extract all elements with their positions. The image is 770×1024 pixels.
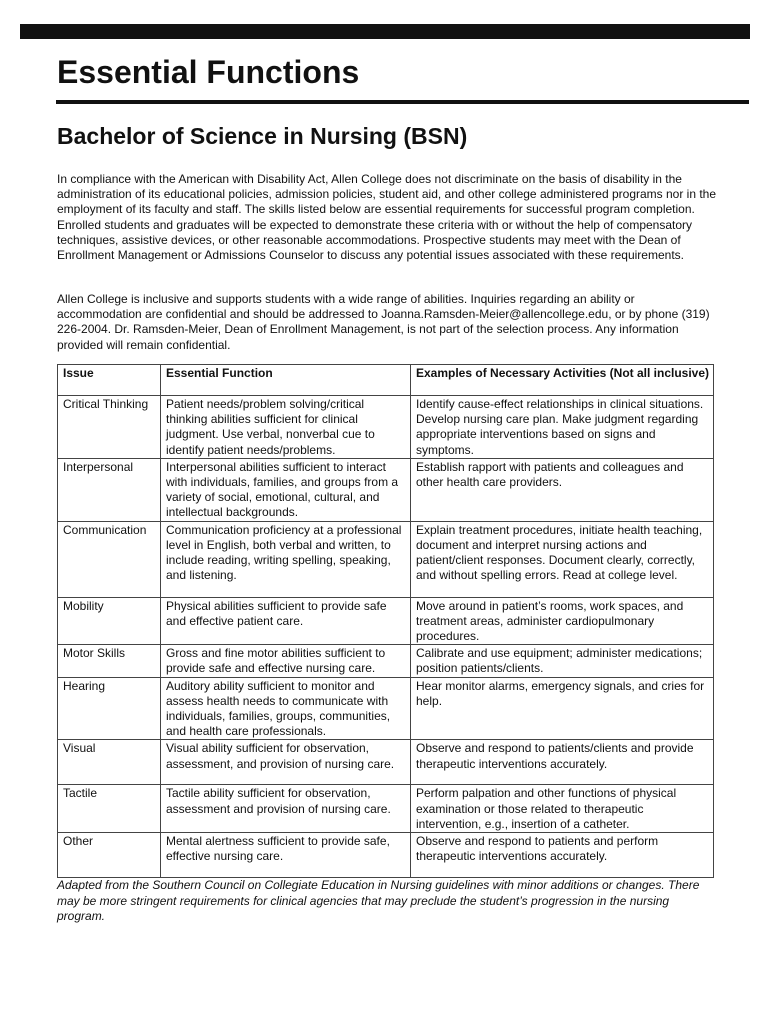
function-cell: Tactile ability sufficient for observation, assessment and provision of nursing care.	[161, 785, 411, 833]
header-examples: Examples of Necessary Activities (Not all inclusive)	[411, 365, 714, 396]
function-cell: Communication proficiency at a professional level in English, both verbal and written, to include reading, writing spelling, speaking, and listening.	[161, 521, 411, 597]
examples-cell: Observe and respond to patients/clients and provide therapeutic interventions accurately.	[411, 740, 714, 785]
essential-functions-table	[57, 364, 714, 878]
examples-cell: Calibrate and use equipment; administer medications; position patients/clients.	[411, 645, 714, 677]
function-cell: Mental alertness sufficient to provide safe, effective nursing care.	[161, 833, 411, 878]
title-divider	[56, 100, 749, 104]
function-cell: Visual ability sufficient for observation, assessment, and provision of nursing care.	[161, 740, 411, 785]
inclusion-paragraph: Allen College is inclusive and supports students with a wide range of abilities. Inquiries regarding an ability or accommodation are confidential and should be addressed to Joanna.Ramsden-Meier@allencollege.edu, or by phone (319) 226-2004. Dr. Ramsden-Meier, Dean of Enrollment Management, is not part of the selection process. Any information provided will remain confidential.	[57, 292, 710, 352]
program-subtitle: Bachelor of Science in Nursing (BSN)	[57, 123, 468, 149]
issue-cell: Visual	[58, 740, 161, 785]
table-row	[58, 645, 714, 677]
table-header-row	[58, 365, 714, 396]
table-row	[58, 833, 714, 878]
table-row	[58, 597, 714, 645]
header-issue: Issue	[58, 365, 161, 396]
issue-cell: Hearing	[58, 677, 161, 740]
issue-cell: Communication	[58, 521, 161, 597]
table-row	[58, 740, 714, 785]
issue-cell: Tactile	[58, 785, 161, 833]
function-cell: Physical abilities sufficient to provide safe and effective patient care.	[161, 597, 411, 645]
table-row	[58, 785, 714, 833]
issue-cell: Mobility	[58, 597, 161, 645]
table-row	[58, 677, 714, 740]
table-row	[58, 458, 714, 521]
issue-cell: Interpersonal	[58, 458, 161, 521]
table-row	[58, 396, 714, 459]
function-cell: Auditory ability sufficient to monitor and assess health needs to communicate with individuals, families, groups, communities, and health care professionals.	[161, 677, 411, 740]
issue-cell: Critical Thinking	[58, 396, 161, 459]
table-row	[58, 521, 714, 597]
examples-cell: Establish rapport with patients and colleagues and other health care providers.	[411, 458, 714, 521]
examples-cell: Explain treatment procedures, initiate health teaching, document and interpret nursing actions and patient/client responses. Document clearly, correctly, and without spelling errors. Read at college level.	[411, 521, 714, 597]
examples-cell: Observe and respond to patients and perform therapeutic interventions accurately.	[411, 833, 714, 878]
examples-cell: Identify cause-effect relationships in clinical situations. Develop nursing care plan. Make judgment regarding appropriate interventions based on signs and symptoms.	[411, 396, 714, 459]
issue-cell: Motor Skills	[58, 645, 161, 677]
header-essential-function: Essential Function	[161, 365, 411, 396]
page-title: Essential Functions	[57, 54, 360, 90]
compliance-paragraph: In compliance with the American with Disability Act, Allen College does not discriminate on the basis of disability in the administration of its educational policies, admission policies, student aid, and other college administered programs nor in the employment of its faculty and staff. The skills listed below are essential requirements for successful program completion. Enrolled students and graduates will be expected to demonstrate these criteria with or without the help of compensatory techniques, assistive devices, or other reasonable accommodations. Prospective students may meet with the Dean of Enrollment Management or Admissions Counselor to discuss any potential issues associated with these requirements.	[57, 172, 717, 263]
function-cell: Patient needs/problem solving/critical thinking abilities sufficient for clinical judgment. Use verbal, nonverbal cue to identify patient needs/problems.	[161, 396, 411, 459]
examples-cell: Move around in patient’s rooms, work spaces, and treatment areas, administer cardiopulmonary procedures.	[411, 597, 714, 645]
top-header-bar	[20, 24, 750, 39]
source-footnote: Adapted from the Southern Council on Collegiate Education in Nursing guidelines with minor additions or changes. There may be more stringent requirements for clinical agencies that may preclude the student’s progression in the nursing program.	[57, 878, 700, 923]
examples-cell: Hear monitor alarms, emergency signals, and cries for help.	[411, 677, 714, 740]
issue-cell: Other	[58, 833, 161, 878]
function-cell: Interpersonal abilities sufficient to interact with individuals, families, and groups from a variety of social, emotional, cultural, and intellectual backgrounds.	[161, 458, 411, 521]
function-cell: Gross and fine motor abilities sufficient to provide safe and effective nursing care.	[161, 645, 411, 677]
examples-cell: Perform palpation and other functions of physical examination or those related to therapeutic intervention, e.g., insertion of a catheter.	[411, 785, 714, 833]
